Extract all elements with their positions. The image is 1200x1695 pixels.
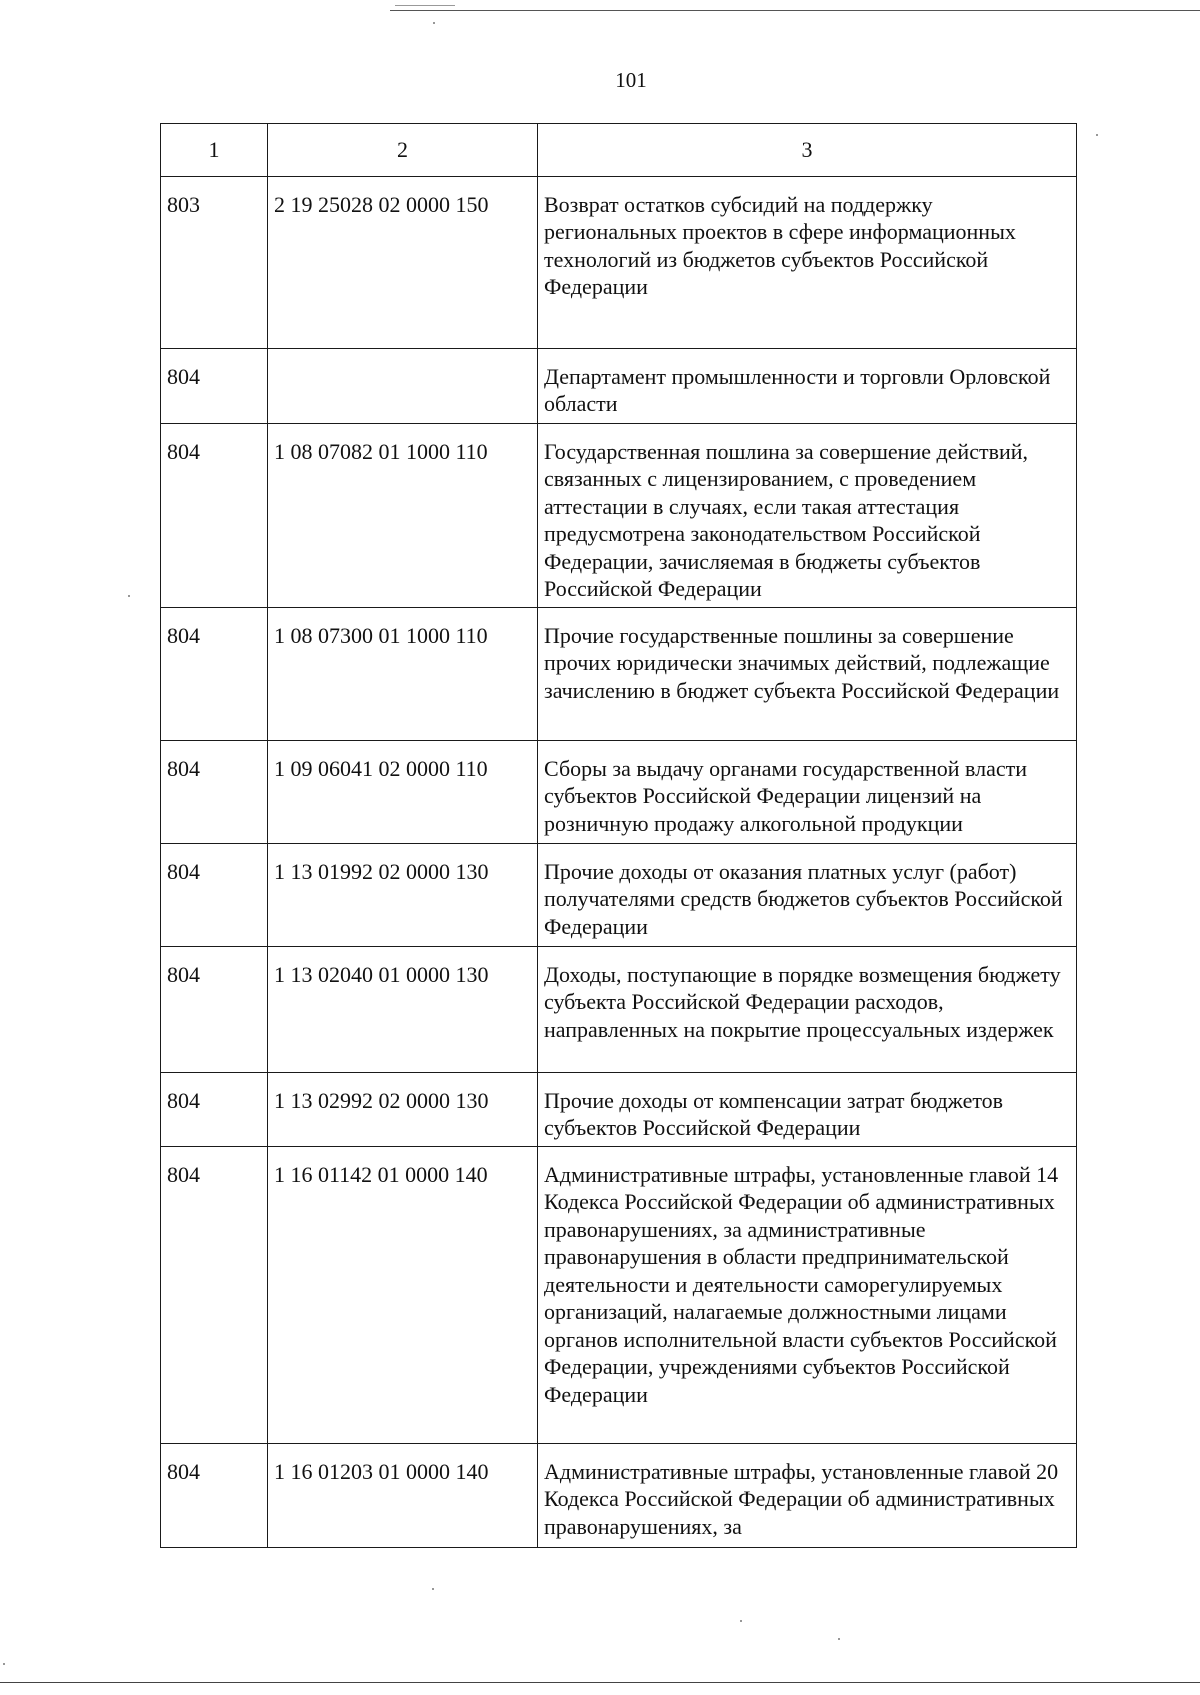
admin-code-cell: 804 <box>161 740 268 843</box>
scan-speck <box>3 1663 5 1665</box>
table-row <box>161 1072 1077 1146</box>
revenue-code-cell: 1 16 01203 01 0000 140 <box>268 1443 538 1547</box>
column-header-2: 2 <box>268 124 538 177</box>
admin-code-cell: 803 <box>161 176 268 348</box>
page-number: 101 <box>615 68 647 92</box>
admin-code-cell: 804 <box>161 348 268 423</box>
scan-speck <box>433 22 435 24</box>
revenue-name-cell: Административные штрафы, установленные главой 14 Кодекса Российской Федерации об административных правонарушениях, за административные правонарушения в области предпринимательской деятельности и деятельности саморегулируемых организаций, налагаемые должностными лицами органов исполнительной власти субъектов Российской Федерации, учреждениями субъектов Российской Федерации <box>538 1146 1077 1443</box>
admin-code-cell: 804 <box>161 1146 268 1443</box>
scan-speck <box>432 1588 434 1590</box>
revenue-code-cell: 1 13 01992 02 0000 130 <box>268 843 538 946</box>
admin-code-cell: 804 <box>161 1072 268 1146</box>
revenue-code-cell: 2 19 25028 02 0000 150 <box>268 176 538 348</box>
scan-artifact-line <box>395 5 455 6</box>
revenue-name-cell: Государственная пошлина за совершение действий, связанных с лицензированием, с проведением аттестации в случаях, если такая аттестация предусмотрена законодательством Российской Федерации, зачисляемая в бюджеты субъектов Российской Федерации <box>538 423 1077 607</box>
table-row <box>161 843 1077 946</box>
revenue-code-cell: 1 08 07082 01 1000 110 <box>268 423 538 607</box>
scan-artifact-line <box>0 1682 1200 1683</box>
table-row <box>161 348 1077 423</box>
revenue-code-cell: 1 16 01142 01 0000 140 <box>268 1146 538 1443</box>
table-row <box>161 740 1077 843</box>
admin-code-cell: 804 <box>161 843 268 946</box>
scan-speck <box>838 1638 840 1640</box>
scan-speck <box>740 1620 742 1622</box>
revenue-code-cell: 1 08 07300 01 1000 110 <box>268 607 538 740</box>
admin-code-cell: 804 <box>161 946 268 1072</box>
admin-code-cell: 804 <box>161 423 268 607</box>
table-row <box>161 176 1077 348</box>
scan-speck <box>128 595 130 597</box>
revenue-name-cell: Прочие доходы от оказания платных услуг (работ) получателями средств бюджетов субъектов Российской Федерации <box>538 843 1077 946</box>
revenue-name-cell: Доходы, поступающие в порядке возмещения бюджету субъекта Российской Федерации расходов, направленных на покрытие процессуальных издержек <box>538 946 1077 1072</box>
revenue-codes-table <box>160 123 1077 1548</box>
scan-artifact-line <box>390 10 1200 11</box>
column-header-1: 1 <box>161 124 268 177</box>
revenue-code-cell: 1 13 02040 01 0000 130 <box>268 946 538 1072</box>
column-header-3: 3 <box>538 124 1077 177</box>
revenue-code-cell: 1 13 02992 02 0000 130 <box>268 1072 538 1146</box>
table-row <box>161 1146 1077 1443</box>
revenue-code-cell: 1 09 06041 02 0000 110 <box>268 740 538 843</box>
table-row <box>161 607 1077 740</box>
table-row <box>161 423 1077 607</box>
table-header-row <box>161 124 1077 177</box>
admin-code-cell: 804 <box>161 607 268 740</box>
department-name-cell: Департамент промышленности и торговли Орловской области <box>538 348 1077 423</box>
admin-code-cell: 804 <box>161 1443 268 1547</box>
revenue-name-cell: Возврат остатков субсидий на поддержку региональных проектов в сфере информационных технологий из бюджетов субъектов Российской Федерации <box>538 176 1077 348</box>
table-row <box>161 1443 1077 1547</box>
revenue-name-cell: Прочие доходы от компенсации затрат бюджетов субъектов Российской Федерации <box>538 1072 1077 1146</box>
revenue-name-cell: Прочие государственные пошлины за совершение прочих юридически значимых действий, подлежащие зачислению в бюджет субъекта Российской Федерации <box>538 607 1077 740</box>
revenue-name-cell: Административные штрафы, установленные главой 20 Кодекса Российской Федерации об административных правонарушениях, за <box>538 1443 1077 1547</box>
scan-speck <box>1096 134 1098 136</box>
revenue-code-cell <box>268 348 538 423</box>
table-row <box>161 946 1077 1072</box>
revenue-name-cell: Сборы за выдачу органами государственной власти субъектов Российской Федерации лицензий на розничную продажу алкогольной продукции <box>538 740 1077 843</box>
